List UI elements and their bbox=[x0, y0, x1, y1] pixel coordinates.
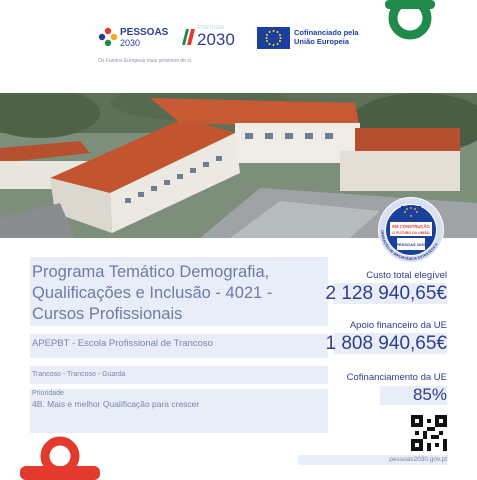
pessoas-brand-year: 2030 bbox=[120, 38, 141, 48]
priority-background bbox=[30, 389, 328, 433]
pessoas-green-logo-icon bbox=[380, 0, 440, 42]
seal-ring-text: OPERAÇÃO DE IMPORTÂNCIA ESTRATÉGICA bbox=[379, 229, 439, 262]
eu-support-label: Apoio financeiro da UE bbox=[349, 320, 447, 331]
cofinancing-label: Cofinanciamento da UE bbox=[346, 372, 447, 383]
portugal-year: 2030 bbox=[197, 30, 235, 49]
project-location: Trancoso - Trancoso - Guarda bbox=[32, 371, 126, 378]
header-tagline: Os Fundos Europeus mais próximos de si. bbox=[98, 58, 193, 64]
pessoas-brand-name: PESSOAS bbox=[120, 27, 169, 38]
pessoas-red-logo-icon bbox=[20, 434, 100, 480]
seal-line2: O FUTURO DA UNIÃO bbox=[392, 231, 430, 235]
priority-value: 4B. Mais e melhor Qualificação para crescer bbox=[32, 399, 200, 409]
project-title: Programa Temático Demografia, Qualificações e Inclusão - 4021 - Cursos Profissionais bbox=[32, 263, 273, 323]
footer-url[interactable]: pessoas2030.gov.pt bbox=[389, 456, 447, 463]
eu-cofinancing-text bbox=[294, 28, 359, 46]
total-cost-value: 2 128 940,65€ bbox=[325, 283, 447, 304]
beneficiary-name: APEPBT - Escola Profissional de Trancoso bbox=[32, 338, 213, 349]
portugal-flag-icon bbox=[180, 27, 196, 47]
eu-flag-icon bbox=[257, 27, 290, 49]
seal-line1: EM CONSTRUÇÃO bbox=[392, 224, 430, 229]
eu-text-line1: Cofinanciado pela bbox=[294, 28, 359, 37]
total-cost-label: Custo total elegível bbox=[366, 270, 447, 281]
strategic-operation-seal-icon bbox=[377, 196, 445, 264]
eu-text-line2: União Europeia bbox=[294, 37, 350, 46]
seal-brand: PESSOAS 2030 bbox=[396, 242, 426, 247]
qr-code-icon[interactable] bbox=[411, 415, 447, 451]
priority-label: Prioridade bbox=[32, 390, 64, 397]
cofinancing-value: 85% bbox=[412, 385, 447, 404]
portugal-small-label: PORTUGAL bbox=[198, 25, 226, 31]
pessoas-flower-icon bbox=[98, 27, 118, 47]
eu-support-value: 1 808 940,65€ bbox=[325, 333, 447, 354]
